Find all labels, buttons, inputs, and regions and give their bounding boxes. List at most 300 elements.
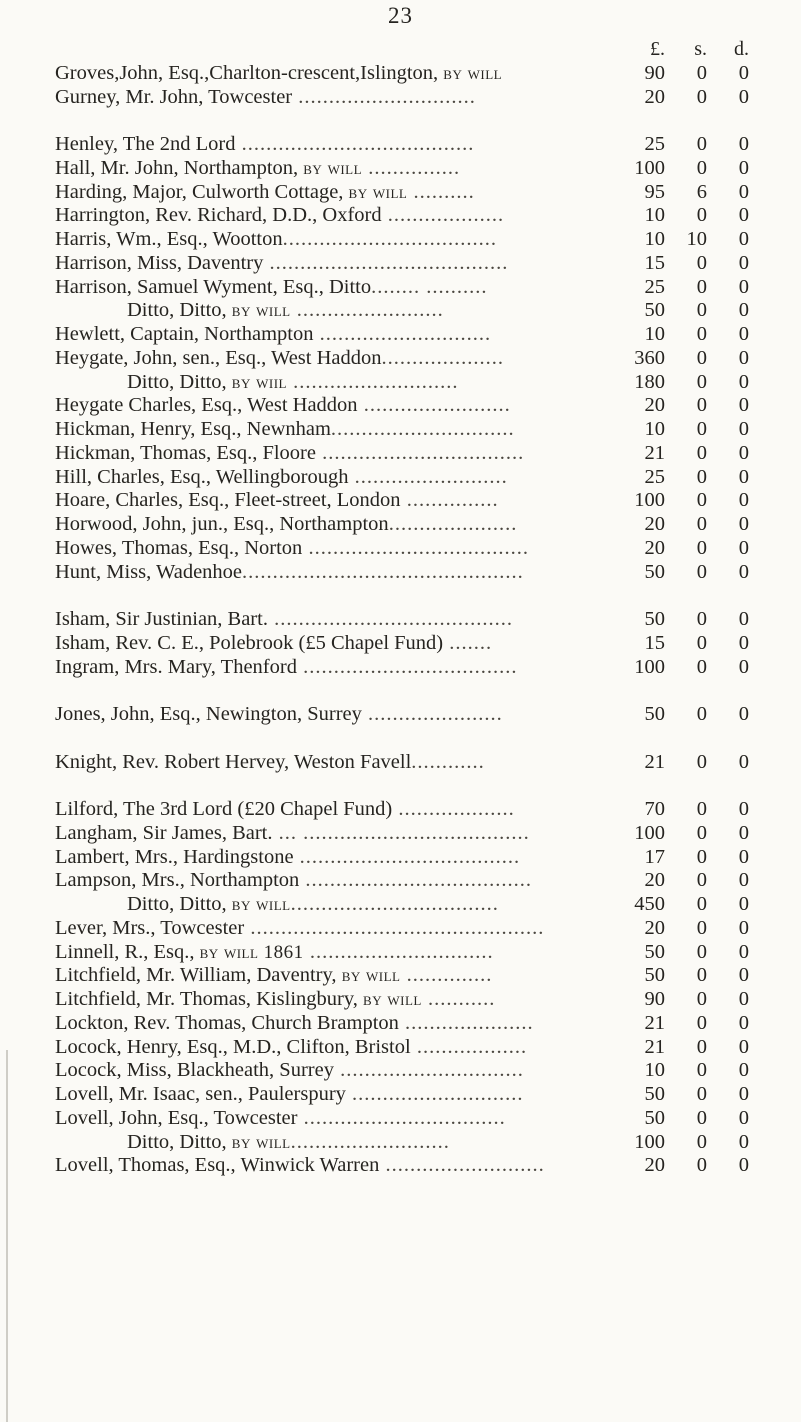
leader-dots: .......................... — [379, 1154, 545, 1177]
shillings-value: 0 — [696, 1154, 707, 1177]
list-item — [55, 418, 755, 442]
shillings-value: 0 — [696, 1083, 707, 1105]
leader-dots: ..................... — [398, 1011, 534, 1034]
subscriber-name — [55, 228, 615, 252]
pence-value: 0 — [738, 513, 749, 535]
subscriber-text: Harrington, Rev. Richard, D.D., Oxford — [55, 204, 382, 227]
subscriber-name — [55, 86, 615, 110]
shillings-value: 0 — [696, 560, 707, 583]
pounds-value: 50 — [644, 964, 665, 987]
shillings-value: 0 — [696, 299, 707, 322]
subscriber-name — [55, 703, 615, 727]
pence-value: 0 — [738, 346, 749, 369]
list-item — [55, 1154, 755, 1178]
binding-edge-shadow — [6, 1050, 8, 1422]
subscriber-text: Lockton, Rev. Thomas, Church Brampton — [55, 1011, 399, 1034]
shillings-value: 0 — [696, 85, 707, 108]
pence-value: 0 — [738, 608, 749, 630]
subscriber-name — [55, 656, 615, 680]
leader-dots: .............................. — [303, 940, 494, 963]
pounds-value: 50 — [644, 940, 665, 963]
subscriber-name — [55, 798, 615, 822]
bequest-note: by will — [303, 157, 363, 179]
list-item — [55, 181, 755, 205]
subscriber-text: Lovell, John, Esq., Towcester — [55, 1106, 298, 1129]
pounds-value: 10 — [644, 228, 665, 250]
list-item — [55, 1131, 755, 1155]
leader-dots: ........................ — [357, 394, 511, 417]
entry-list — [55, 62, 755, 1178]
subscriber-name — [55, 608, 615, 632]
subscriber-name — [55, 347, 615, 371]
shillings-value: 0 — [696, 940, 707, 963]
subscriber-name — [55, 1059, 615, 1083]
subscriber-text: Harris, Wm., Esq., Wootton — [55, 228, 283, 250]
list-item — [55, 917, 755, 941]
pounds-value: 25 — [644, 465, 665, 488]
subscriber-text: Harrison, Miss, Daventry — [55, 251, 264, 274]
subscriber-text: Heygate, John, sen., Esq., West Haddon — [55, 346, 382, 369]
list-item — [55, 157, 755, 181]
pence-value: 0 — [738, 489, 749, 512]
shillings-value: 0 — [696, 893, 707, 915]
subscriber-text: Isham, Sir Justinian, Bart. — [55, 608, 268, 630]
list-item — [55, 1107, 755, 1131]
leader-dots: ........................... — [286, 370, 459, 393]
subscriber-name — [55, 252, 615, 276]
column-headers — [55, 38, 755, 62]
leader-dots: ..................................... — [299, 869, 533, 892]
pounds-value: 90 — [644, 988, 665, 1010]
pence-value: 0 — [738, 798, 749, 820]
list-item — [55, 371, 755, 395]
subscriber-text: Ditto, Ditto, — [127, 893, 227, 915]
shillings-value: 0 — [696, 964, 707, 987]
subscriber-name — [55, 632, 615, 656]
leader-dots: ....................................... — [267, 608, 513, 630]
list-item — [55, 62, 755, 86]
pence-value: 0 — [738, 204, 749, 227]
subscriber-text: Hoare, Charles, Esq., Fleet-street, London — [55, 489, 401, 512]
leader-dots: .............. — [400, 964, 493, 987]
subscriber-name — [55, 1083, 615, 1107]
pounds-value: 15 — [644, 251, 665, 274]
subscriber-name — [55, 964, 615, 988]
shillings-value: 0 — [696, 1130, 707, 1153]
pence-value: 0 — [738, 869, 749, 892]
bequest-note: by will — [363, 989, 422, 1010]
list-item — [55, 204, 755, 228]
pence-value: 0 — [738, 394, 749, 417]
shillings-value: 0 — [696, 1106, 707, 1129]
leader-dots: .............................................. — [242, 560, 524, 583]
pounds-value: 25 — [644, 275, 665, 298]
pence-value: 0 — [738, 441, 749, 464]
pence-value: 0 — [738, 1083, 749, 1105]
subscriber-name — [55, 822, 615, 846]
leader-dots: ........ .......... — [371, 275, 488, 298]
pence-value: 0 — [738, 133, 749, 155]
list-item — [55, 941, 755, 965]
subscriber-text: Horwood, John, jun., Esq., Northampton — [55, 513, 389, 535]
pence-value: 0 — [738, 750, 749, 773]
leader-dots: .................... — [381, 346, 504, 369]
subscriber-text: Lovell, Thomas, Esq., Winwick Warren — [55, 1154, 380, 1177]
list-item — [55, 537, 755, 561]
list-item — [55, 632, 755, 656]
bequest-note: by will — [348, 181, 408, 203]
leader-dots: .................................... — [293, 845, 521, 868]
shillings-value: 0 — [696, 156, 707, 179]
shillings-value: 0 — [696, 821, 707, 844]
subscriber-text: Locock, Henry, Esq., M.D., Clifton, Bristol — [55, 1035, 411, 1058]
pence-value: 0 — [738, 228, 749, 250]
pounds-value: 95 — [644, 180, 665, 203]
shillings-value: 0 — [696, 441, 707, 464]
list-item — [55, 394, 755, 418]
pence-value: 0 — [738, 536, 749, 559]
subscriber-name — [55, 62, 615, 86]
pence-value: 0 — [738, 275, 749, 298]
pounds-value: 50 — [644, 1083, 665, 1105]
subscriber-name — [55, 299, 687, 323]
shillings-value: 0 — [696, 489, 707, 512]
pence-value: 0 — [738, 821, 749, 844]
leader-dots: ............ — [411, 750, 485, 773]
pounds-value: 10 — [644, 418, 665, 440]
subscriber-text: Lampson, Mrs., Northampton — [55, 869, 300, 892]
subscriber-text: Ditto, Ditto, — [127, 1130, 227, 1153]
subscriber-name — [55, 561, 615, 585]
subscriber-name — [55, 1036, 615, 1060]
subscriber-name — [55, 1154, 615, 1178]
subscriber-text: Ditto, Ditto, — [127, 299, 227, 322]
subscriber-name — [55, 513, 615, 537]
shillings-value: 0 — [696, 323, 707, 345]
subscriber-name — [55, 941, 615, 965]
pence-value: 0 — [738, 655, 749, 678]
subscriber-name — [55, 751, 615, 775]
subscriber-name — [55, 466, 615, 490]
bequest-note: by will — [341, 965, 401, 987]
pence-value: 0 — [738, 560, 749, 583]
shillings-value: 0 — [696, 1011, 707, 1034]
pence-value: 0 — [738, 370, 749, 393]
pounds-value: 100 — [634, 655, 665, 678]
pounds-value: 25 — [644, 133, 665, 155]
leader-dots: ................................................ — [244, 916, 545, 939]
leader-dots: ................................... — [296, 655, 518, 678]
shillings-value: 6 — [696, 180, 707, 203]
leader-dots: ................................... — [282, 228, 498, 250]
leader-dots: ............... — [400, 489, 499, 512]
pence-value: 0 — [738, 1059, 749, 1082]
pence-value: 0 — [738, 299, 749, 322]
pounds-value: 10 — [644, 1059, 665, 1082]
pence-header: d. — [734, 38, 749, 60]
leader-dots: .................. — [410, 1035, 528, 1058]
shillings-value: 0 — [696, 513, 707, 535]
subscriber-name — [55, 157, 615, 181]
subscriber-name — [55, 537, 615, 561]
leader-dots: ............................. — [292, 85, 476, 108]
shillings-value: 0 — [696, 394, 707, 417]
list-item — [55, 988, 755, 1012]
list-item — [55, 846, 755, 870]
page-number: 23 — [388, 3, 413, 28]
pounds-value: 100 — [634, 489, 665, 512]
subscriber-name — [55, 893, 687, 917]
shillings-value: 0 — [696, 1035, 707, 1058]
shillings-value: 0 — [696, 703, 707, 725]
pounds-value: 21 — [644, 1035, 665, 1058]
shillings-value: 0 — [696, 275, 707, 298]
leader-dots: ............... — [362, 156, 461, 179]
bequest-note: by will — [231, 894, 291, 915]
shillings-value: 0 — [696, 869, 707, 892]
list-item — [55, 869, 755, 893]
pounds-value: 20 — [644, 1154, 665, 1177]
pounds-value: 50 — [644, 560, 665, 583]
subscriber-name — [55, 846, 615, 870]
subscriber-name — [55, 276, 615, 300]
subscriber-name — [55, 133, 615, 157]
pounds-value: 450 — [634, 893, 665, 915]
pounds-value: 15 — [644, 631, 665, 654]
pounds-value: 20 — [644, 394, 665, 417]
subscriber-text: Harrison, Samuel Wyment, Esq., Ditto — [55, 275, 372, 298]
list-item — [55, 1059, 755, 1083]
list-item — [55, 466, 755, 490]
subscriber-text: Locock, Miss, Blackheath, Surrey — [55, 1059, 334, 1082]
shillings-value: 0 — [696, 536, 707, 559]
pounds-value: 21 — [644, 1011, 665, 1034]
list-item — [55, 323, 755, 347]
list-item — [55, 703, 755, 727]
subscriber-text: Hall, Mr. John, Northampton, — [55, 156, 299, 179]
pounds-value: 21 — [644, 441, 665, 464]
pounds-value: 21 — [644, 750, 665, 773]
pence-value: 0 — [738, 1130, 749, 1153]
leader-dots: ................................. — [297, 1106, 506, 1129]
pence-value: 0 — [738, 1035, 749, 1058]
pounds-value: 50 — [644, 608, 665, 630]
list-item — [55, 1012, 755, 1036]
shillings-header: s. — [694, 38, 707, 60]
shillings-value: 10 — [686, 228, 707, 250]
list-item — [55, 228, 755, 252]
pounds-value: 90 — [644, 61, 665, 84]
pence-value: 0 — [738, 893, 749, 915]
pence-value: 0 — [738, 964, 749, 987]
leader-dots: ..................... — [388, 513, 518, 535]
pounds-value: 50 — [644, 299, 665, 322]
bequest-note: by will — [231, 1131, 291, 1153]
subscriber-text: Lovell, Mr. Isaac, sen., Paulerspury — [55, 1083, 346, 1105]
leader-dots: ............................ — [313, 323, 492, 345]
shillings-value: 0 — [696, 133, 707, 155]
pence-value: 0 — [738, 180, 749, 203]
pounds-value: 20 — [644, 916, 665, 939]
leader-dots: ........................ — [290, 299, 444, 322]
list-item — [55, 656, 755, 680]
list-item — [55, 1036, 755, 1060]
subscriber-name — [55, 917, 615, 941]
subscriber-name — [55, 371, 687, 395]
shillings-value: 0 — [696, 418, 707, 440]
subscriber-text: Jones, John, Esq., Newington, Surrey — [55, 703, 362, 725]
shillings-value: 0 — [696, 916, 707, 939]
pounds-value: 180 — [634, 370, 665, 393]
subscriber-text: Howes, Thomas, Esq., Norton — [55, 536, 303, 559]
subscriber-text: Groves,John, Esq.,Charlton-crescent,Islington, — [55, 61, 439, 84]
shillings-value: 0 — [696, 204, 707, 227]
list-item — [55, 442, 755, 466]
shillings-value: 0 — [696, 1059, 707, 1082]
subscriber-name — [55, 869, 615, 893]
subscriber-text: Hickman, Thomas, Esq., Floore — [55, 441, 316, 464]
pounds-value: 100 — [634, 821, 665, 844]
leader-dots: ....................................... — [263, 251, 509, 274]
list-item — [55, 347, 755, 371]
subscriber-name — [55, 323, 615, 347]
pounds-value: 17 — [644, 845, 665, 868]
subscriber-text: Gurney, Mr. John, Towcester — [55, 85, 293, 108]
shillings-value: 0 — [696, 61, 707, 84]
pence-value: 0 — [738, 323, 749, 345]
leader-dots: ... ..................................... — [272, 821, 530, 844]
leader-dots: ...................................... — [235, 133, 475, 155]
subscriber-text: Litchfield, Mr. William, Daventry, — [55, 964, 337, 987]
section-gap — [55, 584, 755, 608]
bequest-note: by will 1861 — [199, 941, 304, 963]
list-item — [55, 513, 755, 537]
leader-dots: ................................. — [315, 441, 525, 464]
subscriber-text: Hickman, Henry, Esq., Newnham — [55, 418, 331, 440]
subscriber-text: Hewlett, Captain, Northampton — [55, 323, 314, 345]
pence-value: 0 — [738, 1011, 749, 1034]
leader-dots: ................... — [381, 204, 505, 227]
pence-value: 0 — [738, 85, 749, 108]
subscriber-name — [55, 988, 615, 1012]
subscriber-name — [55, 418, 615, 442]
subscriber-name — [55, 394, 615, 418]
pounds-value: 50 — [644, 1106, 665, 1129]
list-item — [55, 1083, 755, 1107]
subscriber-text: Litchfield, Mr. Thomas, Kislingbury, — [55, 988, 358, 1010]
subscriber-name — [55, 1107, 615, 1131]
subscriber-text: Hunt, Miss, Wadenhoe — [55, 560, 243, 583]
leader-dots: .......................... — [290, 1130, 450, 1153]
pence-value: 0 — [738, 465, 749, 488]
leader-dots: .............................. — [330, 418, 515, 440]
list-item — [55, 133, 755, 157]
section-gap — [55, 774, 755, 798]
subscriber-text: Lambert, Mrs., Hardingstone — [55, 845, 294, 868]
shillings-value: 0 — [696, 988, 707, 1010]
shillings-value: 0 — [696, 798, 707, 820]
shillings-value: 0 — [696, 370, 707, 393]
list-item — [55, 276, 755, 300]
shillings-value: 0 — [696, 750, 707, 773]
subscriber-text: Langham, Sir James, Bart. — [55, 821, 273, 844]
leader-dots: ................... — [392, 798, 515, 820]
pence-value: 0 — [738, 916, 749, 939]
shillings-value: 0 — [696, 346, 707, 369]
subscriber-text: Henley, The 2nd Lord — [55, 133, 236, 155]
list-item — [55, 751, 755, 775]
pounds-value: 100 — [634, 156, 665, 179]
subscriber-text: Lilford, The 3rd Lord (£20 Chapel Fund) — [55, 798, 393, 820]
pounds-value: 50 — [644, 703, 665, 725]
pence-value: 0 — [738, 418, 749, 440]
pounds-value: 70 — [644, 798, 665, 820]
pence-value: 0 — [738, 251, 749, 274]
section-gap — [55, 727, 755, 751]
subscriber-name — [55, 489, 615, 513]
list-item — [55, 822, 755, 846]
section-gap — [55, 109, 755, 133]
subscription-ledger — [55, 38, 755, 1178]
subscriber-name — [55, 442, 615, 466]
subscriber-name — [55, 181, 615, 205]
leader-dots: ......................... — [348, 465, 508, 488]
leader-dots: .......... — [407, 180, 475, 203]
pence-value: 0 — [738, 156, 749, 179]
pence-value: 0 — [738, 631, 749, 654]
leader-dots: ...................... — [361, 703, 503, 725]
subscriber-text: Knight, Rev. Robert Hervey, Weston Favell — [55, 750, 412, 773]
bequest-note: by will — [443, 62, 503, 84]
pence-value: 0 — [738, 940, 749, 963]
pounds-value: 20 — [644, 869, 665, 892]
subscriber-text: Harding, Major, Culworth Cottage, — [55, 180, 344, 203]
subscriber-text: Ingram, Mrs. Mary, Thenford — [55, 655, 297, 678]
list-item — [55, 893, 755, 917]
list-item — [55, 489, 755, 513]
list-item — [55, 86, 755, 110]
pounds-value: 10 — [644, 323, 665, 345]
pounds-value: 20 — [644, 85, 665, 108]
shillings-value: 0 — [696, 655, 707, 678]
pounds-value: 100 — [634, 1130, 665, 1153]
list-item — [55, 798, 755, 822]
shillings-value: 0 — [696, 251, 707, 274]
subscriber-text: Hill, Charles, Esq., Wellingborough — [55, 465, 349, 488]
subscriber-name — [55, 1012, 615, 1036]
list-item — [55, 299, 755, 323]
subscriber-text: Lever, Mrs., Towcester — [55, 916, 245, 939]
shillings-value: 0 — [696, 845, 707, 868]
shillings-value: 0 — [696, 631, 707, 654]
leader-dots: ........... — [421, 988, 496, 1010]
pounds-value: 20 — [644, 513, 665, 535]
pence-value: 0 — [738, 845, 749, 868]
pence-value: 0 — [738, 61, 749, 84]
list-item — [55, 561, 755, 585]
subscriber-text: Ditto, Ditto, — [127, 370, 227, 393]
pounds-value: 20 — [644, 536, 665, 559]
section-gap — [55, 679, 755, 703]
subscriber-text: Linnell, R., Esq., — [55, 940, 195, 963]
subscriber-text: Isham, Rev. C. E., Polebrook (£5 Chapel Fund) — [55, 631, 444, 654]
list-item — [55, 608, 755, 632]
subscriber-name — [55, 1131, 687, 1155]
pence-value: 0 — [738, 703, 749, 725]
leader-dots: ............................ — [345, 1083, 524, 1105]
leader-dots: .............................. — [333, 1059, 524, 1082]
bequest-note: by wiil — [231, 371, 287, 393]
